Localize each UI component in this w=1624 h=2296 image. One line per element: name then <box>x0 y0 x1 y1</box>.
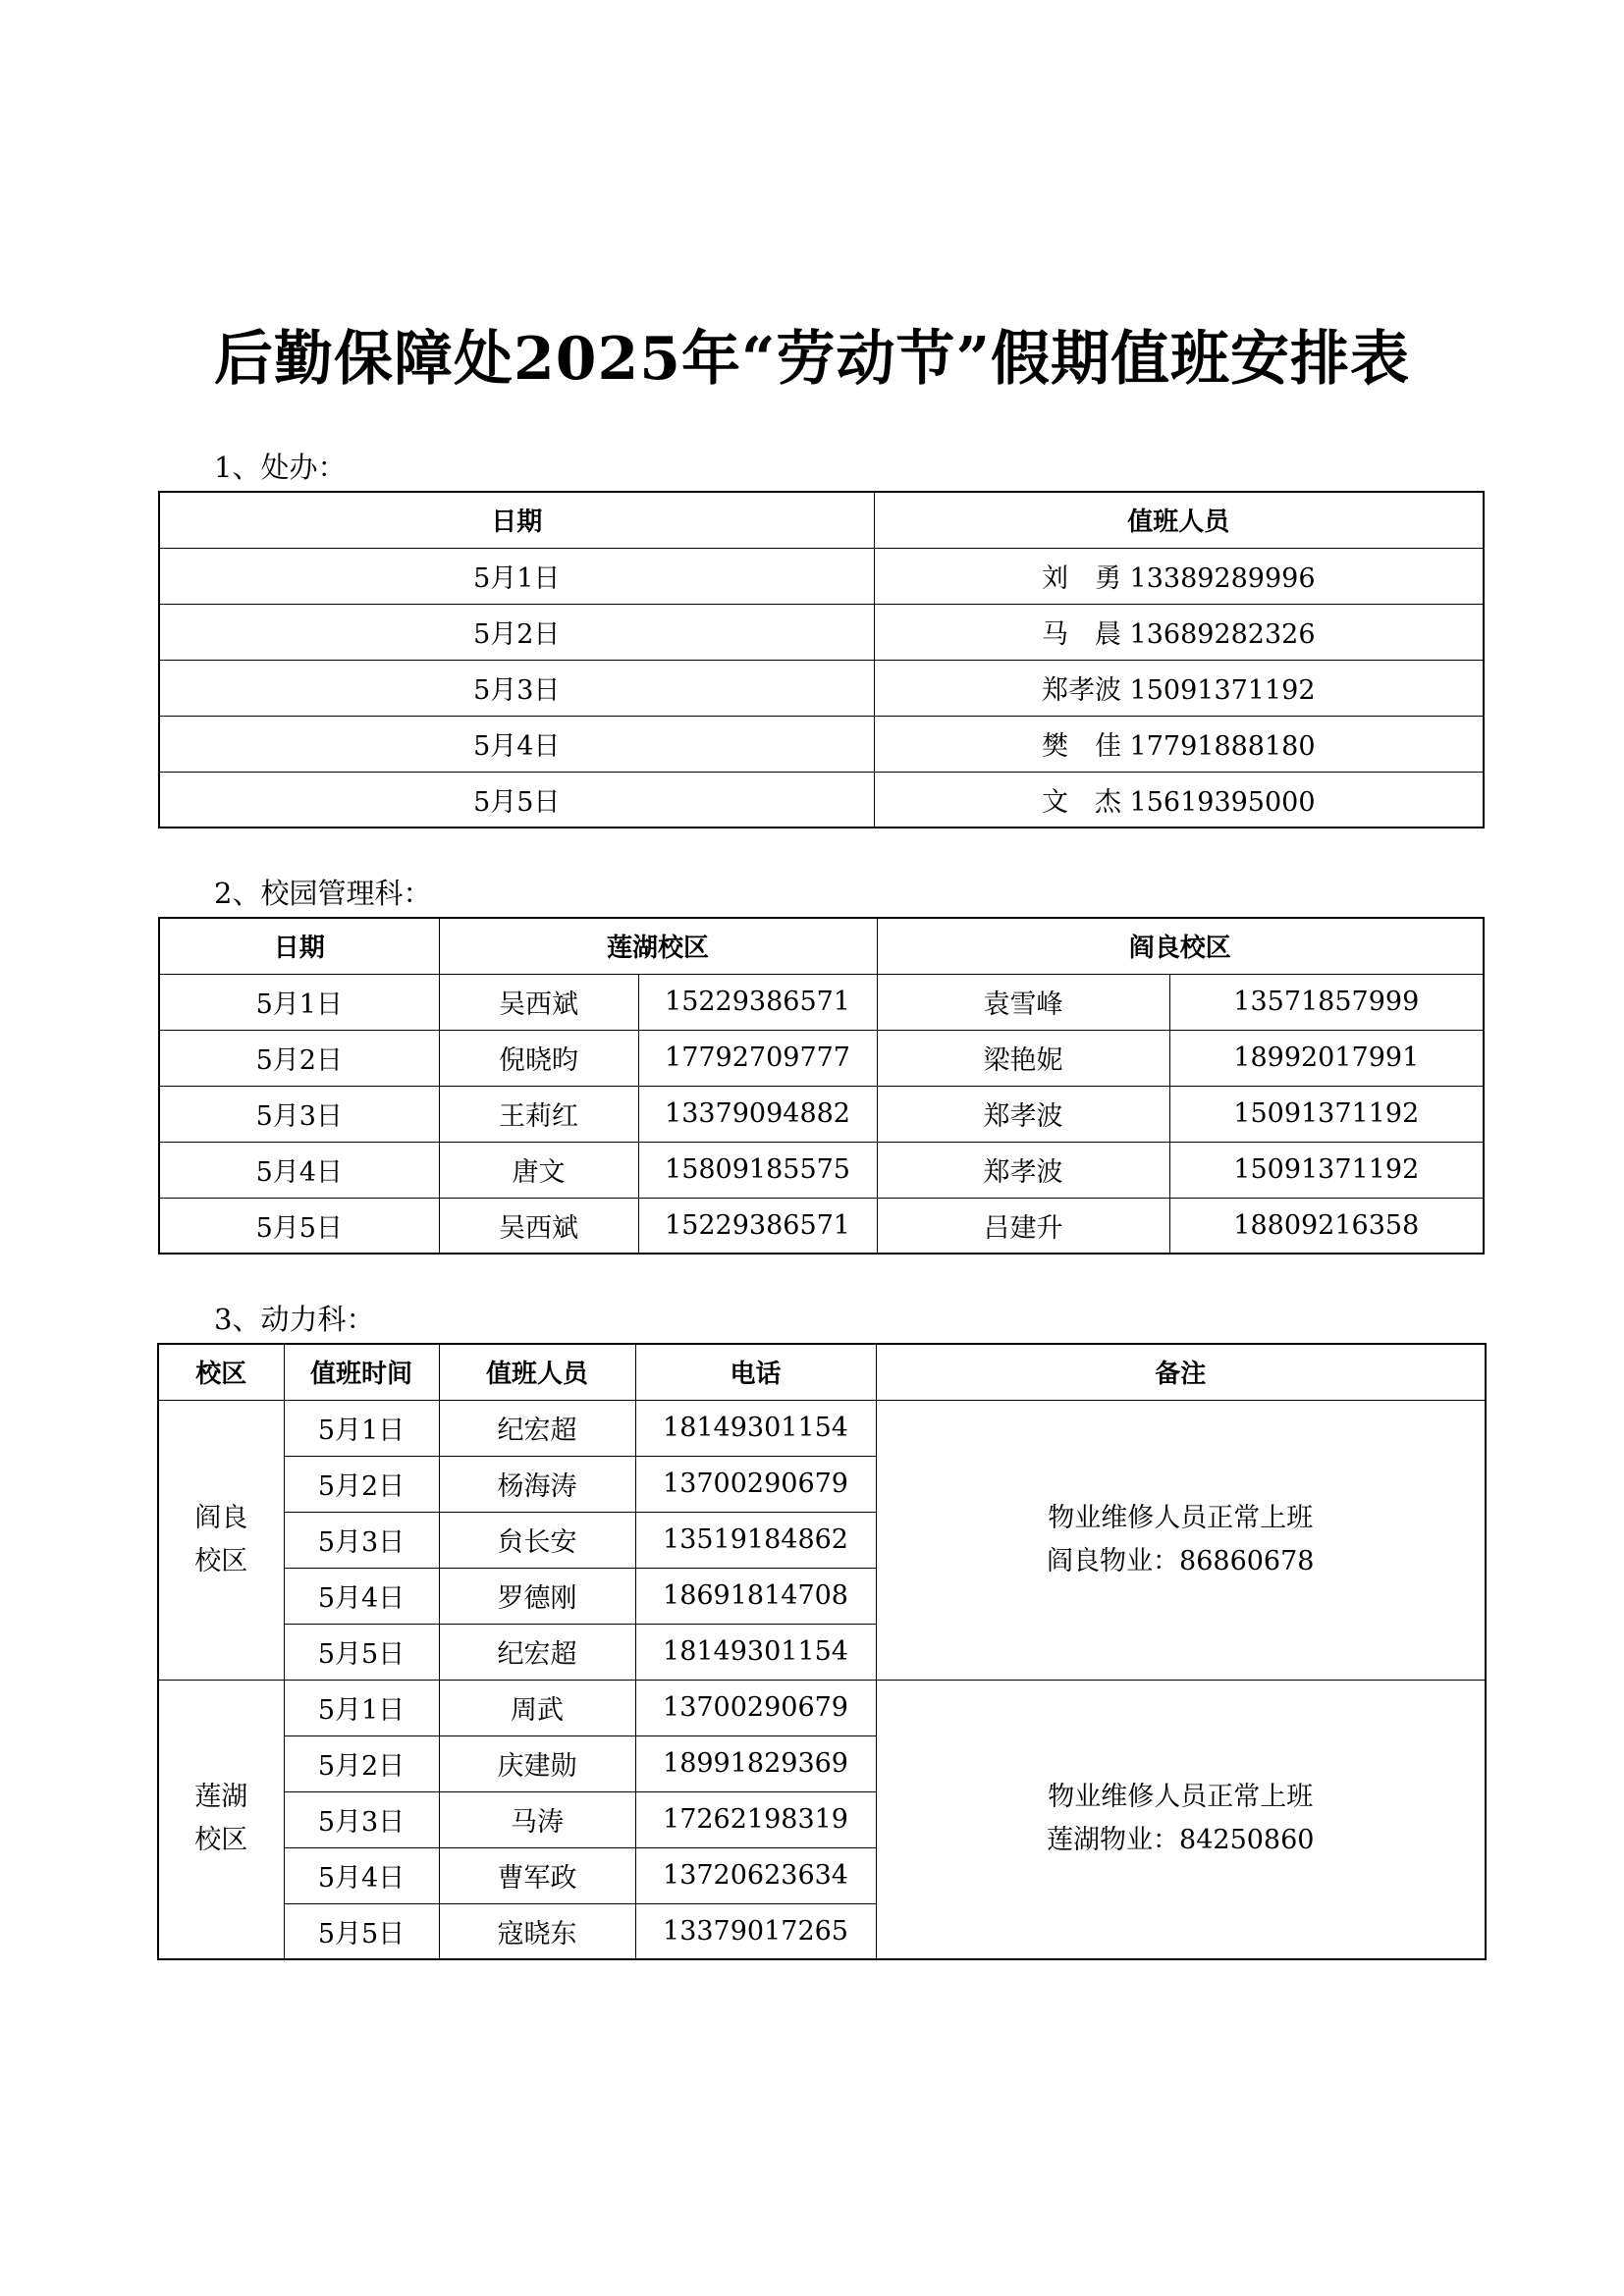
header-duty-person: 值班人员 <box>439 1344 635 1400</box>
name-cell: 郑孝波 <box>877 1086 1169 1142</box>
section-heading-power: 3、动力科： <box>214 1303 375 1336</box>
phone-cell: 18149301154 <box>635 1624 876 1680</box>
name-cell: 吴西斌 <box>439 1198 638 1254</box>
campus-name-line2: 校区 <box>194 1545 248 1576</box>
header-date: 日期 <box>159 918 439 974</box>
header-phone: 电话 <box>635 1344 876 1400</box>
phone-cell: 17792709777 <box>638 1030 877 1086</box>
table-header-row <box>159 492 1484 548</box>
date-cell: 5月1日 <box>284 1400 439 1456</box>
date-cell: 5月4日 <box>284 1568 439 1624</box>
header-date: 日期 <box>159 492 874 548</box>
header-yanliang-campus: 阎良校区 <box>877 918 1484 974</box>
phone-cell: 13379017265 <box>635 1903 876 1959</box>
phone-cell: 17262198319 <box>635 1791 876 1847</box>
phone-cell: 15229386571 <box>638 1198 877 1254</box>
name-cell: 纪宏超 <box>439 1400 635 1456</box>
phone-cell: 13571857999 <box>1169 974 1484 1030</box>
section-heading-campus-management: 2、校园管理科： <box>214 877 432 910</box>
phone-cell: 15809185575 <box>638 1142 877 1198</box>
date-cell: 5月3日 <box>284 1791 439 1847</box>
person-cell: 刘 勇 13389289996 <box>874 548 1484 604</box>
date-cell: 5月2日 <box>159 604 874 660</box>
remarks-cell <box>876 1680 1486 1959</box>
remarks-cell <box>876 1400 1486 1680</box>
person-cell: 樊 佳 17791888180 <box>874 716 1484 772</box>
name-cell: 杨海涛 <box>439 1456 635 1512</box>
header-remarks: 备注 <box>876 1344 1486 1400</box>
name-cell: 倪晓昀 <box>439 1030 638 1086</box>
date-cell: 5月3日 <box>284 1512 439 1568</box>
campus-cell <box>158 1400 284 1680</box>
office-duty-table <box>158 491 1485 828</box>
table-row <box>159 604 1484 660</box>
campus-name-line1: 阎良 <box>194 1502 248 1533</box>
phone-cell: 18992017991 <box>1169 1030 1484 1086</box>
date-cell: 5月1日 <box>159 974 439 1030</box>
date-cell: 5月4日 <box>284 1847 439 1903</box>
table-row <box>159 716 1484 772</box>
table-row <box>158 1680 1486 1735</box>
section-heading-office: 1、处办： <box>214 451 347 484</box>
date-cell: 5月3日 <box>159 1086 439 1142</box>
date-cell: 5月5日 <box>284 1903 439 1959</box>
name-cell: 郑孝波 <box>877 1142 1169 1198</box>
page-title: 后勤保障处2025年“劳动节”假期值班安排表 <box>213 325 1410 394</box>
name-cell: 寇晓东 <box>439 1903 635 1959</box>
date-cell: 5月5日 <box>159 772 874 828</box>
table-row <box>158 1400 1486 1456</box>
table-row <box>159 974 1484 1030</box>
table-header-row <box>158 1344 1486 1400</box>
campus-cell <box>158 1680 284 1959</box>
date-cell: 5月3日 <box>159 660 874 716</box>
date-cell: 5月5日 <box>159 1198 439 1254</box>
name-cell: 梁艳妮 <box>877 1030 1169 1086</box>
remark-line2: 阎良物业：86860678 <box>1047 1545 1315 1576</box>
phone-cell: 15091371192 <box>1169 1086 1484 1142</box>
name-cell: 吕建升 <box>877 1198 1169 1254</box>
name-cell: 纪宏超 <box>439 1624 635 1680</box>
name-cell: 唐文 <box>439 1142 638 1198</box>
phone-cell: 18809216358 <box>1169 1198 1484 1254</box>
phone-cell: 18991829369 <box>635 1735 876 1791</box>
table-row <box>159 660 1484 716</box>
table-header-row <box>159 918 1484 974</box>
phone-cell: 18149301154 <box>635 1400 876 1456</box>
phone-cell: 13379094882 <box>638 1086 877 1142</box>
name-cell: 袁雪峰 <box>877 974 1169 1030</box>
remark-line2: 莲湖物业：84250860 <box>1047 1825 1315 1856</box>
date-cell: 5月1日 <box>159 548 874 604</box>
date-cell: 5月2日 <box>284 1456 439 1512</box>
phone-cell: 13700290679 <box>635 1456 876 1512</box>
table-row <box>159 1142 1484 1198</box>
table-row <box>159 548 1484 604</box>
table-row <box>159 1198 1484 1254</box>
date-cell: 5月1日 <box>284 1680 439 1735</box>
phone-cell: 15229386571 <box>638 974 877 1030</box>
campus-name-line1: 莲湖 <box>194 1782 248 1813</box>
table-row <box>159 1030 1484 1086</box>
date-cell: 5月4日 <box>159 1142 439 1198</box>
header-lianhu-campus: 莲湖校区 <box>439 918 877 974</box>
name-cell: 贠长安 <box>439 1512 635 1568</box>
date-cell: 5月5日 <box>284 1624 439 1680</box>
remark-line1: 物业维修人员正常上班 <box>1048 1782 1314 1813</box>
header-campus: 校区 <box>158 1344 284 1400</box>
phone-cell: 13700290679 <box>635 1680 876 1735</box>
header-duty-time: 值班时间 <box>284 1344 439 1400</box>
campus-management-table <box>158 917 1485 1255</box>
phone-cell: 13720623634 <box>635 1847 876 1903</box>
power-duty-table <box>157 1343 1487 1960</box>
remark-line1: 物业维修人员正常上班 <box>1048 1502 1314 1533</box>
name-cell: 庆建勋 <box>439 1735 635 1791</box>
person-cell: 文 杰 15619395000 <box>874 772 1484 828</box>
name-cell: 王莉红 <box>439 1086 638 1142</box>
name-cell: 吴西斌 <box>439 974 638 1030</box>
table-row <box>159 1086 1484 1142</box>
campus-name-line2: 校区 <box>194 1825 248 1856</box>
date-cell: 5月4日 <box>159 716 874 772</box>
phone-cell: 15091371192 <box>1169 1142 1484 1198</box>
phone-cell: 13519184862 <box>635 1512 876 1568</box>
date-cell: 5月2日 <box>159 1030 439 1086</box>
date-cell: 5月2日 <box>284 1735 439 1791</box>
person-cell: 郑孝波 15091371192 <box>874 660 1484 716</box>
name-cell: 罗德刚 <box>439 1568 635 1624</box>
name-cell: 马涛 <box>439 1791 635 1847</box>
name-cell: 周武 <box>439 1680 635 1735</box>
name-cell: 曹军政 <box>439 1847 635 1903</box>
table-row <box>159 772 1484 828</box>
phone-cell: 18691814708 <box>635 1568 876 1624</box>
person-cell: 马 晨 13689282326 <box>874 604 1484 660</box>
header-duty-person: 值班人员 <box>874 492 1484 548</box>
